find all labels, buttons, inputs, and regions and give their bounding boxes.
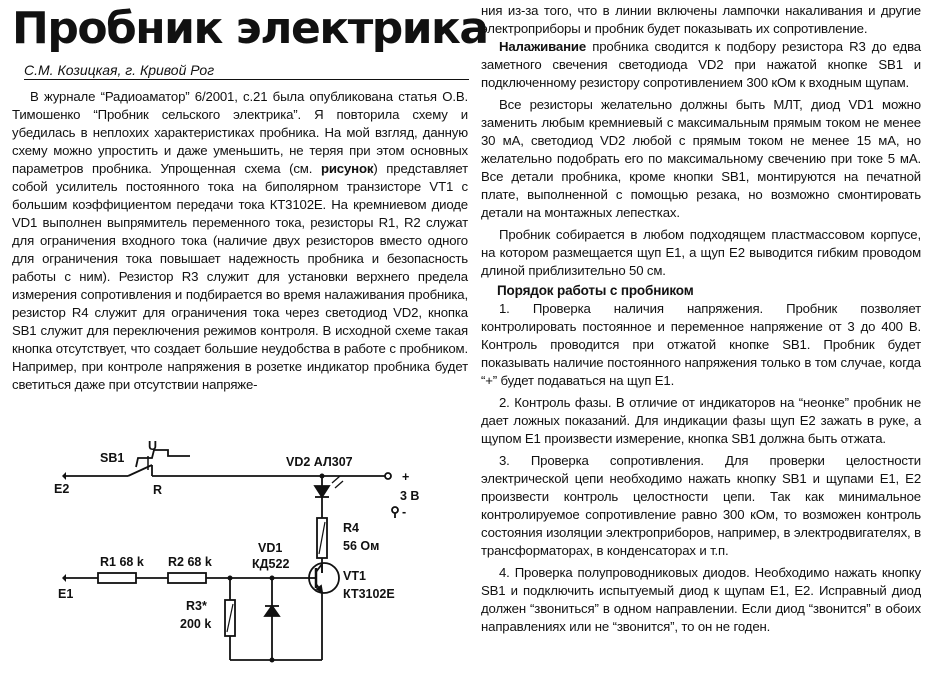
step-paragraph: 3. Проверка сопротивления. Для проверки целостности электрической цепи необходимо нажать кнопку SB1 и щупами Е1, Е2 произвести контроль целостности цепи. Так как минимальное контролируемое сопротивление равно 300 кОм, то возможен контроль состояния изоляции электроприборов, например, в электродвигателях, в трансформаторах, в конденсаторах и т.п. (481, 453, 921, 558)
figure-reference: рисунок (320, 161, 374, 176)
label-vd2: VD2 АЛ307 (286, 455, 353, 469)
circuit-schematic (40, 438, 460, 668)
adjustment-text: пробника сводится к подбору резистора R3 до едва заметного свечения светодиода VD2 при нажатой кнопке SB1 и подключенному резистору сопротивлением 300 кОм к входным щупам. (481, 39, 921, 90)
junction-dot (270, 658, 275, 663)
label-vd1: VD1 (258, 541, 283, 555)
intro-paragraph (12, 88, 468, 394)
label-r1: R1 68 k (100, 555, 144, 569)
probe-e1-arrow (62, 574, 66, 582)
label-r4-value: 56 Ом (343, 539, 380, 553)
label-voltage: 3 В (400, 489, 420, 503)
label-r2: R2 68 k (168, 555, 212, 569)
step-paragraph: 4. Проверка полупроводниковых диодов. Необходимо нажать кнопку SB1 и подключить испытуемый диод к щупам Е1, Е2. Исправный диод должен “звониться” в одном направлении. Если диод “звонится” в обоих направлениях или не “звонится”, то он не годен. (481, 565, 921, 634)
label-vt1-type: КТ3102Е (343, 587, 395, 601)
label-r3: R3* (186, 599, 207, 613)
intro-part2: ) представляет собой усилитель постоянного тока на биполярном транзисторе VT1 с большим коэффициентом передачи тока КТ3102Е. На кремниевом диоде VD1 выполнен выпрямитель переменного тока, резисторы R1, R2 служат для ограничения входного тока (наличие двух резисторов вместо одного для ограничения тока повышает надежность пробника и безопасность работы с ним). Резистор R3 служит для установки верхнего предела измерения сопротивления и подбирается во время налаживания пробника, резистор R4 служит для ограничения тока через светодиод VD2, кнопка SB1 служит для переключения режимов контроля. В исходной схеме такая кнопка отсутствует, что создает большие неудобства в работе с пробником. Например, при контроле напряжения в розетке индикатор пробника будет светиться даже при отсутствии напряже- (12, 161, 469, 392)
label-r: R (153, 483, 163, 497)
label-r3-value: 200 k (180, 617, 212, 631)
adjustment-keyword: Налаживание (499, 39, 587, 54)
junction-dot (228, 576, 233, 581)
step-paragraph: 2. Контроль фазы. В отличие от индикаторов на “неонке” пробник не дает ложных показаний. Для индикации фазы щуп Е2 зажать в руке, а щупом Е1 произвести измерение, кнопка SB1 должна быть отжата. (481, 395, 921, 446)
parts-paragraph: Все резисторы желательно должны быть МЛТ, диод VD1 можно заменить любым кремниевый с максимальным прямым током не менее 30 мА, светодиод VD2 любой с прямым током не менее 15 мА, но желательно подобрать его по максимальному свечению при токе 5 мА. Все детали пробника, кроме кнопки SB1, монтируются на печатной плате, выполненной с помощью резака, но возможно смонтировать детали на монтажных лепестках. (481, 97, 921, 220)
right-column (481, 2, 921, 636)
intro-part1: В журнале “Радиоаматор” 6/2001, с.21 была опубликована статья О.В. Тимошенко “Пробник сельского электрика”. Я повторила схему и убедилась в неплохих характеристиках пробника. На мой взгляд, данную схему можно упростить и даже уменьшить, не теряя при этом основных параметров пробника. Упрощенная схема (см. (12, 89, 468, 176)
label-e2: E2 (54, 482, 70, 496)
step-paragraph: 1. Проверка наличия напряжения. Пробник позволяет контролировать постоянное и переменное напряжение от 3 до 400 В. Контроль проводится при отжатой кнопке SB1. Пробник будет показывать наличие постоянного напряжения только в том случае, когда “+” будет подаваться на щуп Е1. (481, 301, 921, 388)
label-minus: - (402, 505, 407, 519)
intro-text (12, 88, 468, 394)
label-u: U (148, 439, 158, 453)
article-author: С.М. Козицкая, г. Кривой Рог (24, 62, 469, 80)
junction-dot (270, 576, 275, 581)
probe-e2-arrow (62, 472, 66, 480)
continued-paragraph: ния из-за того, что в линии включены лампочки накаливания и другие электроприборы и пробник будет показывать их сопротивление. (481, 3, 921, 36)
label-r4: R4 (343, 521, 359, 535)
adjustment-paragraph (481, 38, 921, 92)
junction-dot (320, 474, 325, 479)
label-vt1: VT1 (343, 569, 366, 583)
label-sb1: SB1 (100, 451, 125, 465)
label-vd1-type: КД522 (252, 557, 290, 571)
label-plus: + (402, 470, 410, 484)
section-heading: Порядок работы с пробником (497, 283, 694, 298)
article-title: Пробник электрика (12, 3, 488, 54)
assembly-paragraph: Пробник собирается в любом подходящем пластмассовом корпусе, на котором размещается щуп Е1, а щуп Е2 выводится гибким проводом длиной приблизительно 50 см. (481, 227, 921, 278)
label-e1: E1 (58, 587, 74, 601)
left-column (12, 0, 488, 394)
